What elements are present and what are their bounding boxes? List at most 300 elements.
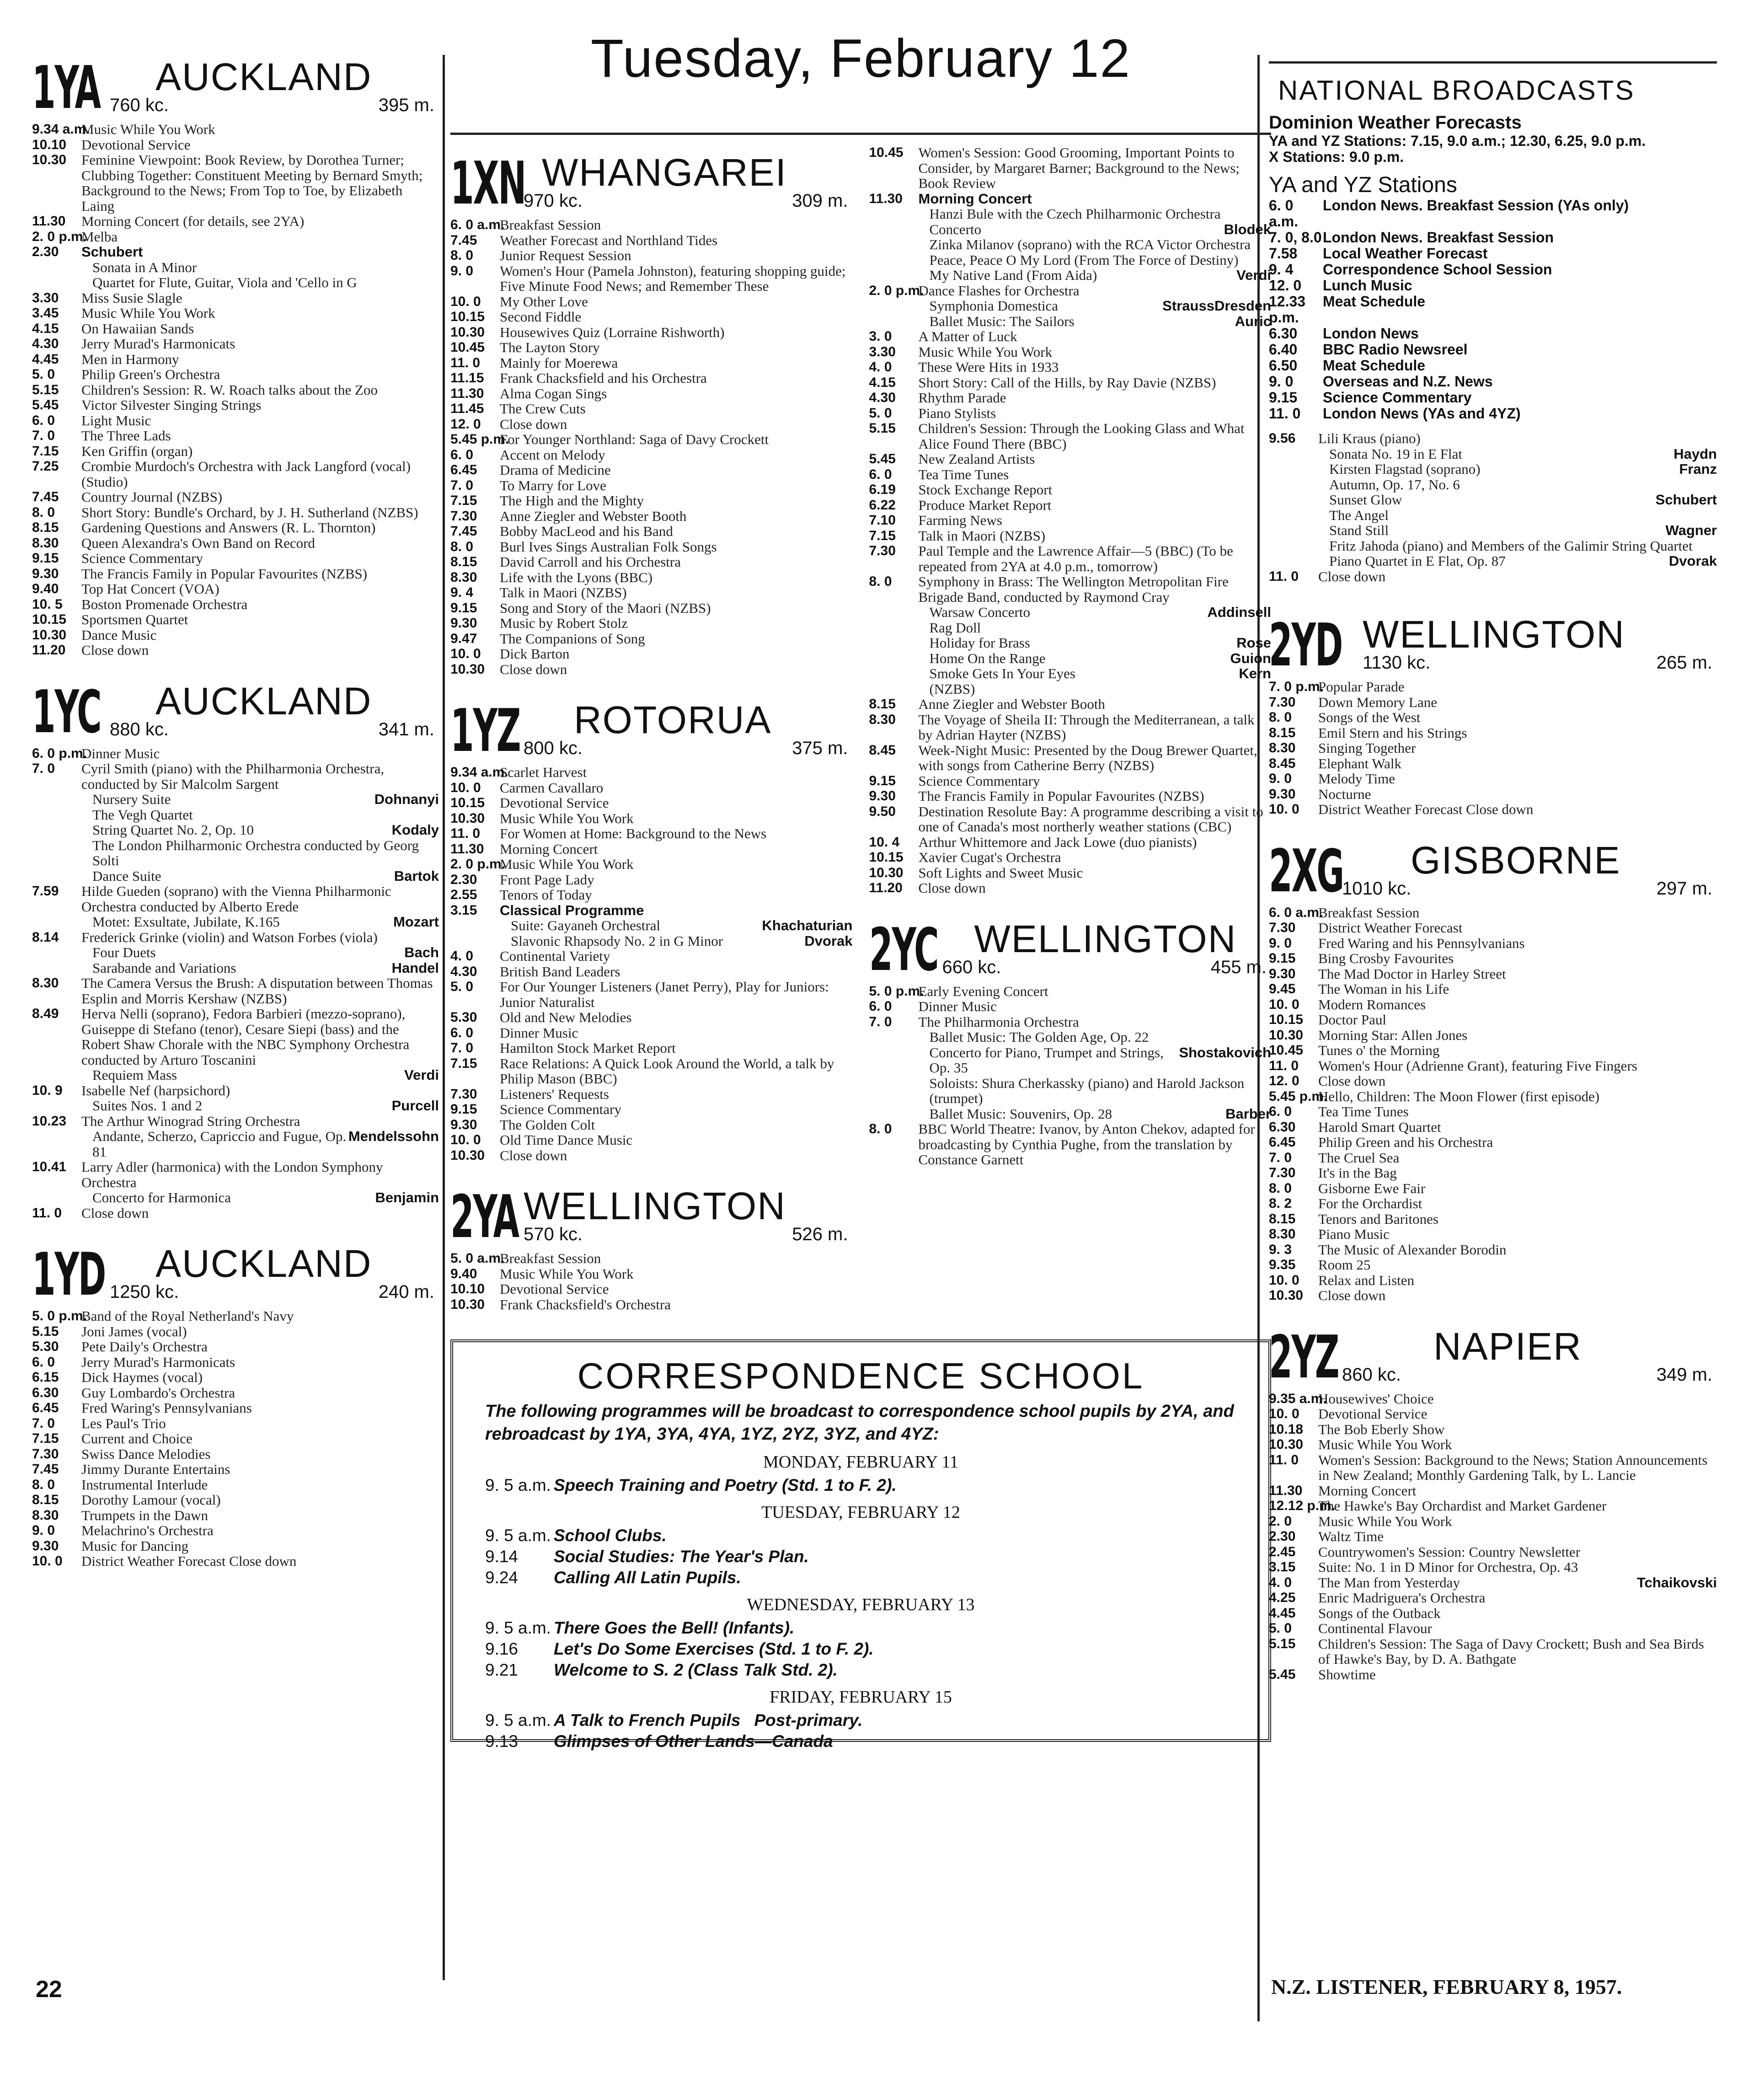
programme-detail (81, 1190, 439, 1205)
programme-detail (919, 1045, 1272, 1076)
programme-title: Dance Flashes for Orchestra (918, 282, 1080, 299)
programme-detail (1318, 461, 1717, 477)
programme-title: Songs of the Outback (1318, 1605, 1441, 1621)
station-1ya (32, 49, 439, 658)
programme-title: Mainly for Moerewa (500, 354, 618, 371)
composer: Bartok (394, 868, 439, 884)
programme-time: 9. 0 (1269, 935, 1292, 951)
station-kc: 1250 kc. (110, 1282, 179, 1302)
programme-title: Song and Story of the Maori (NZBS) (500, 600, 711, 616)
programme-title: Melba (81, 228, 118, 245)
programme-title: Breakfast Session (1318, 904, 1420, 921)
programme-time: 10.30 (869, 865, 904, 880)
programme-time: 10.30 (1269, 1288, 1304, 1303)
station-1yd (32, 1236, 439, 1569)
programme-time: 5.30 (450, 1010, 477, 1025)
programme-title: Close down (918, 880, 986, 896)
programme-time: 8. 2 (1269, 1196, 1292, 1211)
programme-entry (1269, 1498, 1717, 1514)
programme-detail (919, 206, 1272, 222)
programme-detail (1318, 446, 1717, 462)
programme-time: 5. 0 p.m. (32, 1308, 87, 1323)
programme-entry (32, 1159, 439, 1205)
programme-entry (450, 662, 853, 677)
programme-time: 10.15 (1269, 1012, 1304, 1027)
programme-title: District Weather Forecast Close down (81, 1553, 297, 1569)
programme-entry (1269, 710, 1717, 725)
programme-title: Talk in Maori (NZBS) (918, 527, 1046, 544)
programme-entry (32, 1006, 439, 1083)
programme-title: Bing Crosby Favourites (1318, 950, 1454, 966)
programme-time: 10.18 (1269, 1421, 1304, 1437)
programme-entry (32, 1416, 439, 1431)
programme-entry (450, 1087, 853, 1102)
programme-title: Bobby MacLeod and his Band (500, 523, 673, 539)
programme-title: Symphony in Brass: The Wellington Metropolitan Fire Brigade Band, conducted by Raymond Cray (918, 573, 1229, 605)
programme-title: The Francis Family in Popular Favourites (NZBS) (81, 565, 368, 582)
programme-time: 9. 3 (1269, 1242, 1292, 1257)
programme-entry (1269, 802, 1717, 817)
programme-title: Music by Robert Stolz (500, 615, 628, 631)
programme-time: 5.30 (32, 1339, 59, 1354)
programme-entry (450, 646, 853, 662)
programme-time: 10.15 (450, 309, 485, 324)
national-time: 7.58 (1269, 245, 1298, 262)
programme-title: The Crew Cuts (500, 401, 586, 417)
programme-title: The Mad Doctor in Harley Street (1318, 965, 1506, 982)
programme-title: Songs of the West (1318, 709, 1421, 725)
programme-title: Produce Market Report (918, 497, 1052, 513)
station-call: 2YZ (1269, 1323, 1339, 1392)
programme-title: BBC World Theatre: Ivanov, by Anton Chekov, adapted for broadcasting by Cynthia Pughe, from the translation by Constance Garnett (918, 1121, 1255, 1168)
programme-detail (81, 275, 439, 290)
programme-title: Music While You Work (918, 343, 1053, 360)
composer: Verdi (404, 1067, 439, 1083)
station-city: WELLINGTON (1363, 613, 1625, 656)
programme-detail (919, 605, 1272, 620)
programme-title: The Layton Story (500, 339, 600, 355)
station-1yc (32, 674, 439, 1221)
programme-title: Enric Madriguera's Orchestra (1318, 1590, 1486, 1606)
programme-time: 5.45 p.m. (450, 432, 509, 447)
programme-entry (32, 152, 439, 214)
station-city: NAPIER (1433, 1324, 1582, 1368)
programme-title: Short Story: Call of the Hills, by Ray Davie (NZBS) (918, 374, 1216, 391)
programme-time: 10.30 (1269, 1437, 1304, 1452)
programme-detail (919, 681, 1272, 697)
programme-entry (1269, 756, 1717, 771)
programme-entry (450, 585, 853, 600)
programme-entry (450, 857, 853, 872)
detail-text: Motet: Exsultate, Jubilate, K.165 (92, 914, 280, 930)
programme-entry (1269, 679, 1717, 695)
programme-entry (869, 880, 1272, 896)
programme-title: Suite: No. 1 in D Minor for Orchestra, Op. 43 (1318, 1559, 1578, 1575)
programme-entry (1269, 431, 1717, 569)
programme-title: Soft Lights and Sweet Music (918, 864, 1083, 881)
detail-text: Dance Suite (92, 868, 161, 884)
programme-title: Crombie Murdoch's Orchestra with Jack Langford (vocal) (Studio) (81, 458, 411, 490)
programme-title: Junior Request Session (500, 247, 631, 263)
programme-title: Devotional Service (81, 136, 191, 153)
programme-time: 7.45 (32, 489, 59, 504)
correspondence-title: Speech Training and Poetry (Std. 1 to F. 2). (554, 1476, 897, 1495)
programme-time: 10. 0 (450, 780, 481, 795)
programme-title: The Camera Versus the Brush: A disputation between Thomas Esplin and Morris Kershaw (NZBS) (81, 975, 433, 1007)
programme-time: 10.30 (32, 627, 67, 643)
programme-title: Children's Session: The Saga of Davy Crockett; Bush and Sea Birds of Hawke's Bay, by D. A. Bathgate (1318, 1635, 1704, 1667)
correspondence-row (485, 1660, 1236, 1681)
national-text: London News. Breakfast Session (1323, 229, 1554, 246)
programme-title: The Three Lads (81, 428, 171, 444)
programme-time: 2.30 (450, 872, 477, 887)
station-metres: 309 m. (792, 191, 848, 211)
programme-time: 4. 0 (1269, 1575, 1292, 1590)
programme-entry (869, 696, 1272, 712)
programme-time: 8.14 (32, 929, 59, 945)
station-city: AUCKLAND (155, 1242, 372, 1285)
composer: Kern (1239, 665, 1271, 681)
programme-title: Music While You Work (81, 305, 215, 321)
programme-entry (1269, 725, 1717, 741)
programme-title: Dance Music (81, 627, 157, 643)
station-1yz (450, 692, 853, 1163)
programme-time: 10.15 (450, 795, 485, 810)
composer: Khachaturian (762, 917, 853, 933)
programme-entry (450, 1281, 853, 1297)
programme-entry (32, 551, 439, 566)
programme-title: Trumpets in the Dawn (81, 1507, 208, 1523)
composer: Tchaikovski (1636, 1574, 1717, 1591)
weather-line: X Stations: 9.0 p.m. (1269, 149, 1404, 165)
programme-title: Hilde Gueden (soprano) with the Vienna Philharmonic Orchestra conducted by Alberto Erede (81, 883, 391, 915)
programme-time: 8.45 (869, 742, 896, 758)
programme-title: Talk in Maori (NZBS) (500, 584, 627, 600)
programme-title: Men in Harmony (81, 351, 179, 367)
programme-entry (450, 294, 853, 310)
programme-entry (450, 447, 853, 463)
detail-text: Stand Still (1329, 522, 1389, 538)
programme-title: Top Hat Concert (VOA) (81, 581, 219, 597)
station-2ya-continued (869, 145, 1272, 896)
programme-title: Close down (81, 642, 149, 658)
programme-time: 5. 0 p.m. (869, 983, 924, 999)
programme-title: Victor Silvester Singing Strings (81, 397, 262, 413)
programme-title: Children's Session: R. W. Roach talks about the Zoo (81, 381, 378, 398)
programme-entry (1269, 1621, 1717, 1636)
programme-title: Herva Nelli (soprano), Fedora Barbieri (mezzo-soprano), Guiseppe di Stefano (tenor), Cesare Siepi (bass) and the Robert Shaw Chorale with the NBC Symphony Orchestra conducted by Arturo Toscanini (81, 1006, 410, 1068)
correspondence-time: 9.14 (485, 1547, 519, 1566)
programme-entry (32, 305, 439, 321)
programme-time: 9.30 (32, 566, 59, 581)
programme-title: Music While You Work (1318, 1436, 1452, 1452)
composer: Kodaly (391, 822, 439, 838)
programme-entry (450, 263, 853, 294)
programme-title: Weather Forecast and Northland Tides (500, 232, 718, 248)
programme-entry (1269, 1514, 1717, 1529)
programme-time: 5. 0 a.m. (450, 1251, 505, 1266)
programme-time: 10.15 (869, 850, 904, 865)
programme-title: Feminine Viewpoint: Book Review, by Dorothea Turner; Clubbing Together: Constituent Meeting by Bernard Smyth; Background to the News; From Top to Toe, by Elizabeth Laing (81, 152, 423, 214)
station-header (1269, 607, 1717, 679)
page-title: Tuesday, February 12 (590, 28, 1131, 89)
station-header (32, 674, 439, 746)
programme-title: The Bob Eberly Show (1318, 1421, 1445, 1437)
programme-time: 6. 0 (450, 447, 474, 462)
programme-time: 3.45 (32, 305, 59, 321)
programme-entry (32, 1370, 439, 1385)
correspondence-day: WEDNESDAY, FEBRUARY 13 (747, 1595, 975, 1614)
programme-title: Dinner Music (500, 1024, 578, 1041)
programme-time: 9.15 (450, 600, 477, 616)
programme-title: Burl Ives Sings Australian Folk Songs (500, 538, 717, 555)
programme-entry (32, 1477, 439, 1493)
programme-title: Joni James (vocal) (81, 1323, 187, 1339)
programme-time: 7. 0 (32, 761, 55, 776)
station-header (450, 145, 853, 217)
composer: Dvorak (1668, 553, 1717, 569)
detail-text: String Quartet No. 2, Op. 10 (92, 822, 254, 838)
programme-detail (919, 1106, 1272, 1122)
programme-title: The Arthur Winograd String Orchestra (81, 1113, 300, 1129)
national-item (1269, 262, 1717, 278)
programme-detail (500, 918, 853, 933)
programme-title: Emil Stern and his Strings (1318, 724, 1467, 741)
programme-title: Guy Lombardo's Orchestra (81, 1384, 235, 1401)
programme-detail (81, 260, 439, 275)
correspondence-row (485, 1618, 1236, 1639)
detail-text: Andante, Scherzo, Capriccio and Fugue, Op. 81 (92, 1128, 347, 1160)
station-call: 2XG (1269, 837, 1343, 905)
detail-text: Sonata No. 19 in E Flat (1329, 445, 1463, 462)
programme-entry (32, 336, 439, 352)
programme-title: Devotional Service (500, 1281, 609, 1297)
programme-entry (1269, 1483, 1717, 1499)
detail-text: Requiem Mass (92, 1067, 177, 1083)
programme-title: District Weather Forecast (1318, 920, 1463, 936)
programme-time: 8. 0 (1269, 1180, 1292, 1196)
programme-entry (450, 401, 853, 417)
station-kc: 880 kc. (110, 719, 169, 739)
programme-title: Jerry Murad's Harmonicats (81, 336, 235, 352)
programme-time: 9.15 (869, 773, 896, 788)
national-text: London News. Breakfast Session (YAs only) (1323, 197, 1629, 214)
programme-detail (1318, 523, 1717, 538)
programme-title: The Golden Colt (500, 1116, 595, 1133)
programme-entry (869, 329, 1272, 344)
programme-title: Piano Stylists (918, 405, 996, 421)
programme-time: 10.30 (32, 152, 67, 167)
programme-time: 11.30 (32, 214, 66, 229)
programme-entry (450, 1117, 853, 1133)
programme-title: Scarlet Harvest (500, 764, 587, 780)
programme-title: Continental Variety (500, 948, 610, 964)
programme-title: The High and the Mighty (500, 493, 644, 509)
programme-entry (450, 811, 853, 826)
programme-entry (32, 413, 439, 429)
programme-time: 8. 0 (32, 504, 55, 520)
composer: Auric (1235, 313, 1271, 329)
programme-detail (81, 838, 439, 868)
programme-time: 4.15 (869, 375, 896, 390)
programme-title: Close down (500, 1147, 567, 1163)
detail-text: Piano Quartet in E Flat, Op. 87 (1329, 553, 1506, 569)
programme-entry (32, 444, 439, 459)
programme-entry (1269, 1636, 1717, 1667)
column-one (32, 0, 439, 2100)
programme-time: 9.30 (32, 1538, 59, 1554)
programme-detail (81, 792, 439, 807)
programme-time: 5. 0 (1269, 1621, 1292, 1636)
programme-time: 2. 0 (1269, 1513, 1292, 1529)
programme-title: Queen Alexandra's Own Band on Record (81, 535, 315, 551)
programme-time: 7.10 (869, 513, 896, 528)
programme-list (450, 765, 853, 1163)
national-time: 9.15 (1269, 389, 1298, 406)
programme-time: 10.30 (450, 324, 485, 340)
composer: Franz (1679, 461, 1717, 477)
station-kc: 800 kc. (524, 738, 583, 758)
programme-list (1269, 431, 1717, 584)
programme-title: Close down (81, 1205, 149, 1221)
correspondence-row (485, 1710, 1236, 1731)
detail-text: Suites Nos. 1 and 2 (92, 1098, 203, 1114)
station-kc: 970 kc. (524, 191, 583, 211)
programme-detail (919, 635, 1272, 651)
programme-detail (81, 1129, 439, 1159)
detail-text: Kirsten Flagstad (soprano) (1329, 461, 1481, 477)
programme-entry (869, 406, 1272, 421)
programme-entry (450, 1148, 853, 1163)
programme-entry (869, 865, 1272, 881)
programme-time: 3.30 (869, 344, 896, 359)
detail-text: Concerto for Harmonica (92, 1189, 231, 1205)
programme-time: 10. 0 (450, 1132, 481, 1147)
programme-entry (1269, 1058, 1717, 1074)
programme-entry (1269, 1575, 1717, 1591)
programme-time: 11. 0 (32, 1205, 62, 1221)
programme-time: 7.45 (450, 524, 477, 539)
programme-detail (1318, 477, 1717, 493)
programme-entry (32, 321, 439, 337)
programme-time: 6. 0 a.m. (450, 217, 505, 232)
programme-time: 7.45 (450, 232, 477, 248)
programme-entry (450, 417, 853, 432)
programme-time: 10. 0 (1269, 1406, 1299, 1421)
programme-entry (1269, 1590, 1717, 1606)
programme-time: 3.15 (1269, 1559, 1296, 1575)
programme-entry (32, 244, 439, 290)
programme-time: 7.15 (32, 443, 59, 459)
programme-time: 8. 0 (1269, 710, 1292, 725)
composer: Mendelssohn (348, 1128, 439, 1144)
station-2yc (869, 911, 1272, 1168)
programme-title: On Hawaiian Sands (81, 320, 194, 337)
detail-text: The Angel (1329, 507, 1389, 523)
composer: Rose (1236, 635, 1271, 651)
middle-left (450, 145, 853, 1328)
programme-time: 6. 0 (450, 1025, 474, 1040)
programme-title: Race Relations: A Quick Look Around the World, a talk by Philip Mason (BBC) (500, 1055, 834, 1087)
programme-entry (32, 643, 439, 658)
programme-entry (32, 214, 439, 229)
programme-title: Children's Session: Through the Looking Glass and What Alice Found There (BBC) (918, 420, 1245, 452)
programme-title: A Matter of Luck (918, 328, 1017, 344)
ya-heading: YA and YZ Stations (1269, 173, 1457, 197)
programme-time: 11.15 (450, 370, 484, 386)
programme-title: Close down (500, 416, 567, 432)
programme-title: Jimmy Durante Entertains (81, 1461, 230, 1477)
programme-title: Life with the Lyons (BBC) (500, 569, 653, 585)
detail-text: Four Duets (92, 944, 156, 960)
programme-title: Morning Star: Allen Jones (1318, 1027, 1468, 1043)
programme-entry (32, 1114, 439, 1160)
programme-time: 4.45 (1269, 1605, 1296, 1621)
programme-time: 9.34 a.m. (450, 765, 508, 780)
programme-entry (32, 505, 439, 520)
programme-time: 8.15 (1269, 1211, 1296, 1227)
programme-detail (919, 222, 1272, 237)
programme-title: Tenors of Today (500, 887, 592, 903)
programme-time: 10.30 (450, 1296, 485, 1312)
programme-time: 6.45 (32, 1400, 59, 1415)
station-kc: 660 kc. (942, 957, 1001, 977)
programme-entry (869, 451, 1272, 467)
post-primary-note: Post-primary. (754, 1711, 863, 1730)
programme-entry (869, 467, 1272, 482)
programme-title: District Weather Forecast Close down (1318, 801, 1534, 817)
station-city: ROTORUA (574, 698, 772, 741)
page-number: 22 (36, 1976, 62, 2003)
composer: Mozart (393, 914, 439, 930)
correspondence-day: FRIDAY, FEBRUARY 15 (770, 1688, 952, 1707)
correspondence-time: 9. 5 a.m. (485, 1526, 551, 1545)
station-header (32, 1236, 439, 1308)
programme-detail (919, 1029, 1272, 1045)
programme-title: My Other Love (500, 293, 588, 310)
programme-title: Early Evening Concert (918, 983, 1048, 999)
station-2ya (450, 1179, 853, 1312)
programme-title: Cyril Smith (piano) with the Philharmonia Orchestra, conducted by Sir Malcolm Sargent (81, 761, 385, 792)
programme-time: 10.30 (450, 810, 485, 826)
programme-time: 10. 5 (32, 596, 63, 612)
station-city: WHANGAREI (542, 151, 787, 194)
programme-entry (32, 1523, 439, 1538)
programme-entry (450, 841, 853, 857)
programme-entry (869, 498, 1272, 513)
correspondence-time: 9.13 (485, 1732, 519, 1751)
programme-entry (1269, 1273, 1717, 1288)
programme-time: 11.20 (869, 880, 903, 895)
correspondence-time: 9. 5 a.m. (485, 1476, 551, 1495)
programme-time: 11.30 (869, 191, 903, 206)
programme-entry (450, 309, 853, 325)
programme-entry (32, 489, 439, 505)
programme-title: New Zealand Artists (918, 451, 1035, 467)
national-time: 12. 0 (1269, 277, 1302, 294)
programme-time: 11.30 (1269, 1483, 1303, 1498)
programme-title: Old and New Melodies (500, 1009, 632, 1025)
programme-time: 5.15 (1269, 1636, 1296, 1651)
programme-title: Tea Time Tunes (1318, 1104, 1409, 1120)
programme-title: The Hawke's Bay Orchardist and Market Gardener (1318, 1498, 1607, 1514)
programme-entry (32, 1205, 439, 1221)
programme-title: Music While You Work (500, 810, 634, 826)
programme-time: 9.50 (869, 804, 896, 819)
programme-entry (450, 1056, 853, 1087)
detail-text: Ballet Music: The Sailors (929, 313, 1075, 329)
detail-text: Quartet for Flute, Guitar, Viola and 'Cello in G (92, 274, 357, 290)
